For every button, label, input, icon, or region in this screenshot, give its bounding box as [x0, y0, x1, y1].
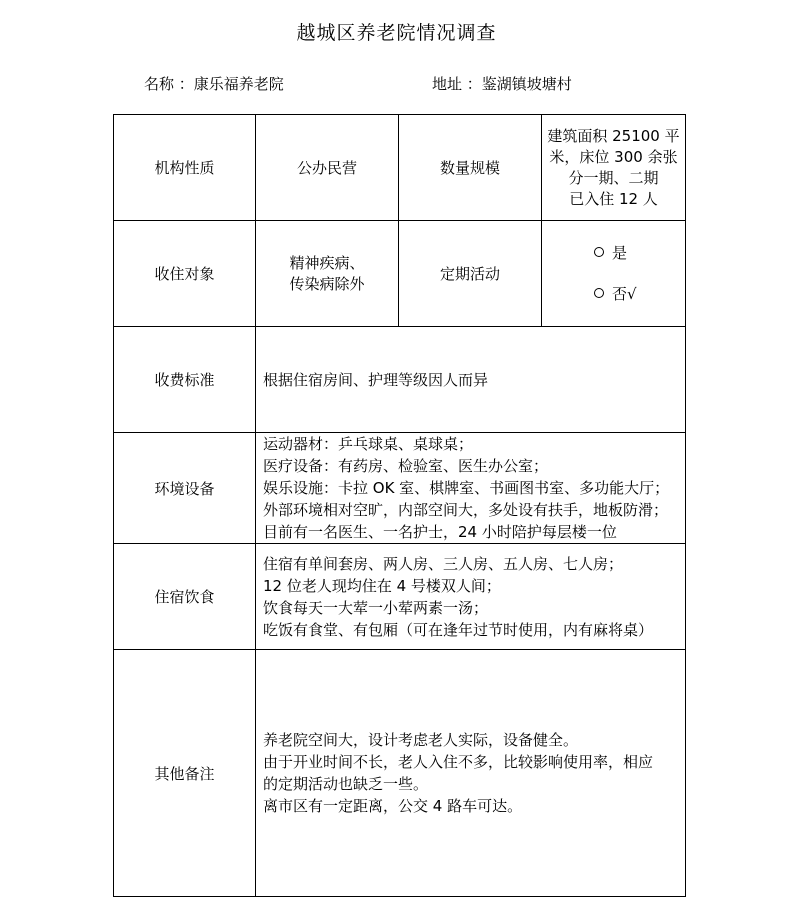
lodging-line: 饮食每天一大荤一小荤两素一汤； [263, 598, 489, 617]
notes-line: 由于开业时间不长，老人入住不多，比较影响使用率，相应 [263, 753, 654, 771]
table-row [114, 544, 686, 650]
environment-label: 环境设备 [114, 433, 256, 544]
lodging-line: 吃饭有食堂、有包厢（可在逢年过节时使用，内有麻将桌） [263, 620, 654, 639]
table-row [114, 115, 686, 221]
notes-line: 的定期活动也缺乏一些。 [263, 775, 429, 793]
notes-line: 离市区有一定距离，公交 4 路车可达。 [263, 797, 523, 815]
fees-value: 根据住宿房间、护理等级因人而异 [256, 327, 686, 433]
table-row [114, 650, 686, 897]
activity-options [542, 221, 686, 327]
activity-option-yes[interactable] [542, 243, 685, 264]
scale-line: 建筑面积 25100 平 [547, 126, 680, 145]
lodging-value [256, 544, 686, 650]
radio-circle-icon [594, 247, 604, 257]
nature-label: 机构性质 [114, 115, 256, 221]
page-title: 越城区养老院情况调查 [296, 22, 497, 44]
notes-label: 其他备注 [114, 650, 256, 897]
residents-value [256, 221, 399, 327]
environment-line: 医疗设备：有药房、检验室、医生办公室； [263, 457, 549, 475]
notes-value [256, 650, 686, 897]
environment-line: 外部环境相对空旷，内部空间大，多处设有扶手，地板防滑； [263, 501, 669, 519]
scale-line: 已入住 12 人 [569, 189, 658, 208]
residents-line: 精神疾病、 [289, 253, 365, 272]
lodging-line: 12 位老人现均住在 4 号楼双人间； [263, 576, 501, 595]
name-field: 名称 ：康乐福养老院 [144, 75, 284, 93]
table-row [114, 433, 686, 544]
residents-line: 传染病除外 [289, 274, 365, 293]
table-row [114, 327, 686, 433]
address-field: 地址 ：鉴湖镇坡塘村 [432, 75, 572, 93]
environment-line: 娱乐设施：卡拉 OK 室、棋牌室、书画图书室、多功能大厅； [263, 479, 670, 497]
option-label: 否√ [612, 284, 637, 303]
survey-table [113, 114, 686, 897]
notes-line: 养老院空间大，设计考虑老人实际，设备健全。 [263, 731, 579, 749]
environment-value [256, 433, 686, 544]
environment-line: 运动器材：乒乓球桌、桌球桌； [263, 435, 474, 453]
table-row [114, 221, 686, 327]
scale-line: 米，床位 300 余张 [549, 147, 678, 166]
fees-label: 收费标准 [114, 327, 256, 433]
scale-label: 数量规模 [399, 115, 542, 221]
lodging-label: 住宿饮食 [114, 544, 256, 650]
lodging-line: 住宿有单间套房、两人房、三人房、五人房、七人房； [263, 554, 624, 573]
residents-label: 收住对象 [114, 221, 256, 327]
activity-label: 定期活动 [399, 221, 542, 327]
option-label: 是 [612, 243, 628, 262]
environment-line: 目前有一名医生、一名护士，24 小时陪护每层楼一位 [263, 523, 617, 541]
activity-option-no[interactable] [542, 284, 685, 305]
radio-circle-icon [594, 288, 604, 298]
scale-line: 分一期、二期 [568, 168, 659, 187]
scale-value [542, 115, 686, 221]
nature-value: 公办民营 [256, 115, 399, 221]
